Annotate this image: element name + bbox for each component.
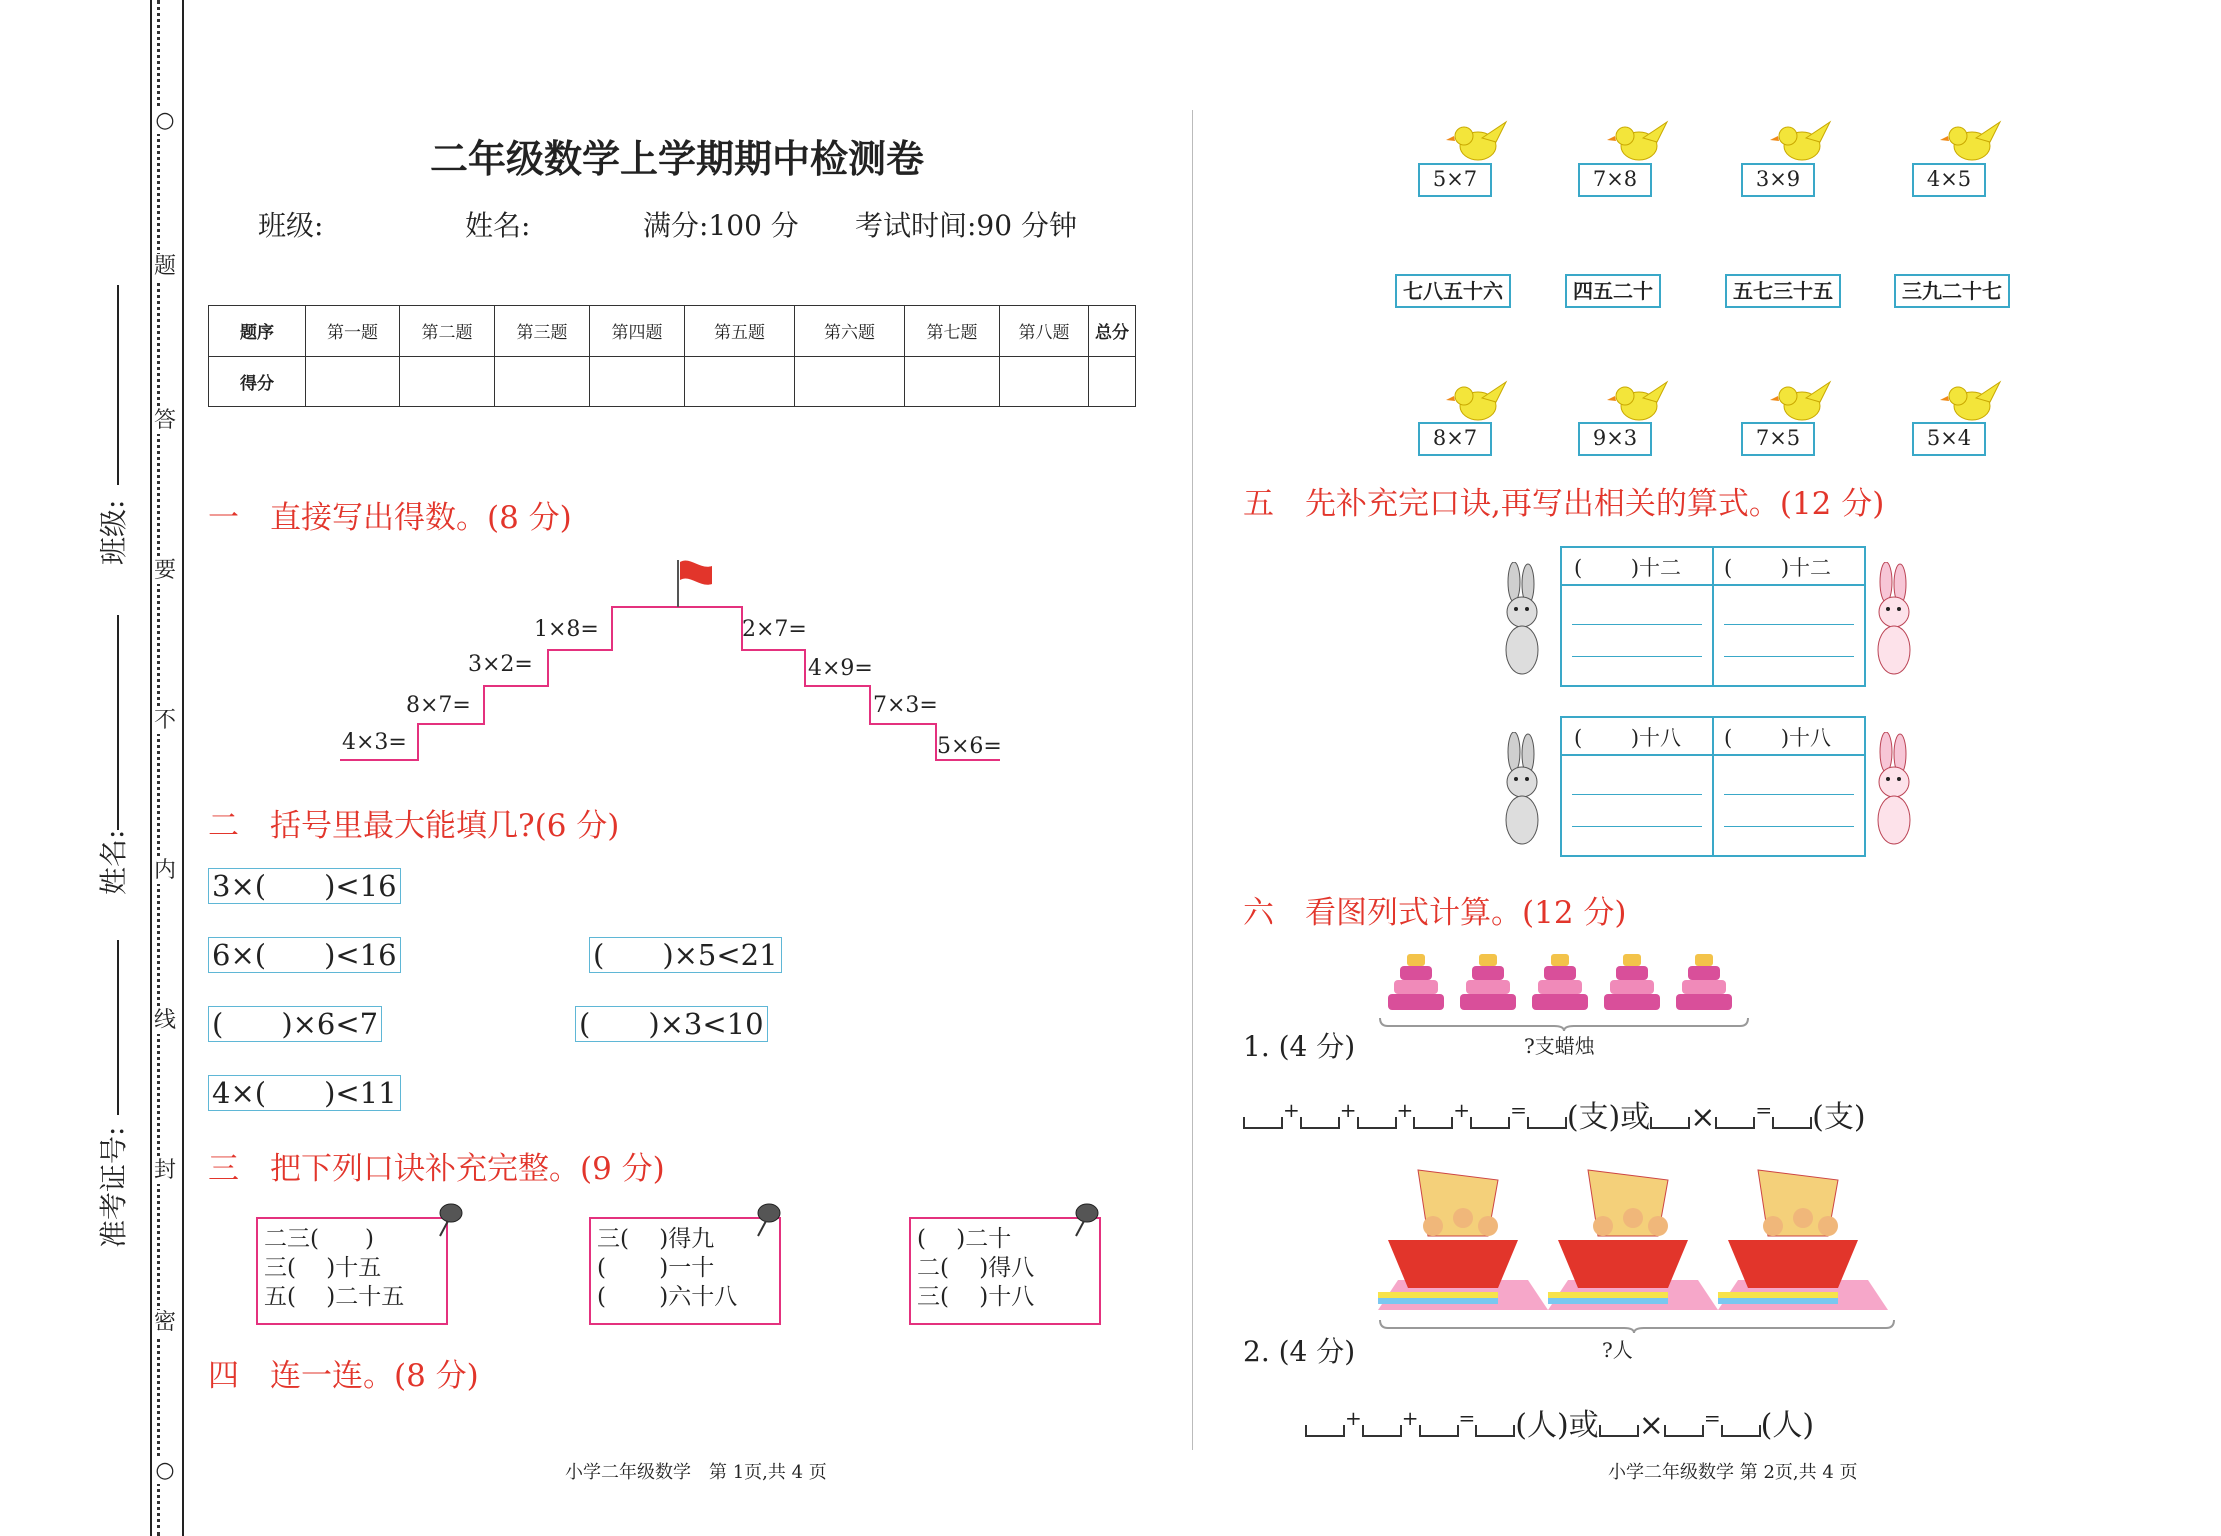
pushpin-icon (436, 1202, 466, 1238)
birthday-cakes-image (1380, 948, 1750, 1018)
section-2-heading (208, 800, 619, 845)
score-header-cell: 题序 (209, 306, 306, 357)
footer-page-2: 小学二年级数学 第 2页,共 4 页 (1608, 1462, 1858, 1483)
binding-char: 答 (154, 408, 177, 433)
answer-blank[interactable] (1300, 1117, 1340, 1129)
answer-blank[interactable] (1664, 1425, 1704, 1437)
boat-icon (1718, 1170, 1888, 1310)
exam-number-underline (117, 940, 119, 1115)
bird-icon (1768, 118, 1834, 168)
problem-2-formula: + + = (人)或 × = (人) (1305, 1400, 1814, 1444)
problem-2-label: 2. (4 分) (1243, 1335, 1356, 1368)
section-number: 五 (1243, 486, 1274, 522)
grid-mnemonic-cell[interactable]: ( )十八 (1724, 726, 1832, 750)
bracket-question[interactable]: ( )×6<7 (208, 1006, 382, 1042)
answer-blank[interactable] (1470, 1117, 1510, 1129)
unit-text: (人)或 (1515, 1408, 1599, 1443)
binding-char: 不 (154, 708, 177, 733)
score-header-cell: 第四题 (590, 306, 685, 357)
pushpin-icon (754, 1202, 784, 1238)
mnemonic-line[interactable]: ( )六十八 (597, 1284, 738, 1310)
answer-blank[interactable] (1243, 1117, 1283, 1129)
bird-icon (1605, 378, 1671, 428)
score-header-cell: 总分 (1089, 306, 1136, 357)
full-score: 满分:100 分 (643, 209, 799, 242)
problem-1-label: 1. (4 分) (1243, 1030, 1356, 1063)
stair-equation: 5×6= (937, 734, 1002, 759)
rabbit-icon (1864, 562, 1922, 682)
match-bottom-card[interactable]: 9×3 (1578, 422, 1652, 456)
binding-char: 要 (154, 558, 177, 583)
section-3-heading (208, 1143, 665, 1188)
section-6-heading (1243, 887, 1627, 932)
grid-mnemonic-cell[interactable]: ( )十二 (1724, 556, 1832, 580)
answer-blank[interactable] (1413, 1117, 1453, 1129)
binding-char: 封 (154, 1158, 177, 1183)
flag-icon (680, 560, 712, 584)
score-row-label: 得分 (209, 356, 306, 407)
bracket-question[interactable]: 3×( )<16 (208, 868, 401, 904)
boat-icon (1378, 1170, 1548, 1310)
exam-number-label-vertical: 准考证号: (97, 1126, 130, 1248)
grid-mnemonic-cell[interactable]: ( )十二 (1574, 556, 1682, 580)
binding-char: ○ (155, 1458, 175, 1483)
match-mnemonic-card[interactable]: 三九二十七 (1894, 274, 2010, 308)
section-title: 直接写出得数。(8 分) (270, 500, 572, 536)
answer-blank[interactable] (1721, 1425, 1761, 1437)
bracket-question[interactable]: ( )×3<10 (575, 1006, 768, 1042)
score-header-cell: 第七题 (905, 306, 1000, 357)
answer-blank[interactable] (1772, 1117, 1812, 1129)
bird-icon (1444, 118, 1510, 168)
match-top-card[interactable]: 7×8 (1578, 163, 1652, 197)
bird-icon (1768, 378, 1834, 428)
match-bottom-card[interactable]: 8×7 (1418, 422, 1492, 456)
match-top-card[interactable]: 3×9 (1741, 163, 1815, 197)
grid-divider (1562, 584, 1864, 586)
stair-equation: 3×2= (468, 652, 533, 677)
cake-icon (1676, 954, 1732, 1010)
bird-icon (1605, 118, 1671, 168)
binding-char: 密 (154, 1310, 177, 1335)
mnemonic-note-card (256, 1217, 448, 1325)
unit-text: (支) (1812, 1100, 1866, 1135)
answer-blank[interactable] (1715, 1117, 1755, 1129)
binding-char: 线 (154, 1008, 177, 1033)
score-header-cell: 第三题 (495, 306, 590, 357)
mnemonic-line[interactable]: ( )一十 (597, 1255, 715, 1281)
stair-equation: 4×9= (808, 656, 873, 681)
section-title: 括号里最大能填几?(6 分) (270, 808, 620, 844)
stair-equation: 7×3= (873, 693, 938, 718)
answer-blank[interactable] (1475, 1425, 1515, 1437)
bracket-question[interactable]: 4×( )<11 (208, 1075, 401, 1111)
cake-icon (1388, 954, 1444, 1010)
name-label: 姓名: (465, 209, 531, 242)
fill-grid (1560, 716, 1866, 857)
stair-equation: 2×7= (742, 617, 807, 642)
rabbit-icon (1494, 562, 1552, 682)
answer-line[interactable] (1572, 624, 1702, 625)
cake-icon (1532, 954, 1588, 1010)
match-bottom-card[interactable]: 7×5 (1741, 422, 1815, 456)
section-title: 连一连。(8 分) (270, 1358, 479, 1394)
footer-page-1: 小学二年级数学 第 1页,共 4 页 (565, 1462, 827, 1483)
match-top-card[interactable]: 5×7 (1418, 163, 1492, 197)
bird-icon (1938, 378, 2004, 428)
stair-equation: 1×8= (534, 617, 599, 642)
section-number: 一 (208, 500, 239, 536)
section-title: 看图列式计算。(12 分) (1305, 895, 1627, 931)
match-mnemonic-card[interactable]: 七八五十六 (1395, 274, 1511, 308)
section-title: 把下列口诀补充完整。(9 分) (270, 1151, 665, 1187)
mnemonic-note-card (589, 1217, 781, 1325)
unit-text: (支)或 (1566, 1100, 1651, 1135)
bird-icon (1938, 118, 2004, 168)
binding-char: 题 (154, 254, 177, 279)
answer-line[interactable] (1724, 826, 1854, 827)
mnemonic-line[interactable]: 二( )得八 (917, 1255, 1035, 1281)
answer-line[interactable] (1724, 624, 1854, 625)
problem-2-caption: ?人 (1602, 1338, 1633, 1362)
grid-mnemonic-cell[interactable]: ( )十八 (1574, 726, 1682, 750)
bracket-question[interactable]: ( )×5<21 (589, 937, 782, 973)
binding-char: ○ (155, 108, 175, 133)
answer-line[interactable] (1572, 794, 1702, 795)
unit-text: (人) (1760, 1408, 1815, 1443)
score-header-cell: 第一题 (306, 306, 400, 357)
stair-equation: 4×3= (342, 730, 407, 755)
rabbit-icon (1864, 732, 1922, 852)
answer-blank[interactable] (1305, 1425, 1345, 1437)
exam-time: 考试时间:90 分钟 (855, 209, 1077, 242)
match-mnemonic-card[interactable]: 五七三十五 (1725, 274, 1841, 308)
cake-icon (1604, 954, 1660, 1010)
bird-icon (1444, 378, 1510, 428)
answer-line[interactable] (1572, 656, 1702, 657)
answer-blank[interactable] (1650, 1117, 1690, 1129)
section-number: 六 (1243, 895, 1274, 931)
bracket-question[interactable]: 6×( )<16 (208, 937, 401, 973)
answer-blank[interactable] (1527, 1117, 1567, 1129)
problem-1-caption: ?支蜡烛 (1524, 1034, 1595, 1058)
binding-char: 内 (154, 858, 177, 883)
mnemonic-line[interactable]: 三( )十五 (264, 1255, 382, 1281)
score-header-cell: 第八题 (1000, 306, 1089, 357)
staircase-diagram (0, 0, 1100, 780)
fill-grid (1560, 546, 1866, 687)
mnemonic-line[interactable]: 三( )十八 (917, 1284, 1035, 1310)
rabbit-icon (1494, 732, 1552, 852)
section-4-heading (208, 1350, 479, 1395)
class-label-vertical: 班级: (97, 499, 130, 565)
cake-icon (1460, 954, 1516, 1010)
score-header-cell: 第五题 (685, 306, 795, 357)
section-number: 四 (208, 1358, 239, 1394)
section-5-heading (1243, 478, 1884, 523)
match-bottom-card[interactable]: 5×4 (1912, 422, 1986, 456)
section-title: 先补充完口诀,再写出相关的算式。(12 分) (1305, 486, 1885, 522)
match-top-card[interactable]: 4×5 (1912, 163, 1986, 197)
boats-image (1378, 1160, 1898, 1320)
section-number: 三 (208, 1151, 239, 1187)
mnemonic-line[interactable]: 五( )二十五 (264, 1284, 405, 1310)
page-title: 二年级数学上学期期中检测卷 (430, 136, 925, 181)
grid-divider (1712, 548, 1714, 685)
answer-line[interactable] (1572, 826, 1702, 827)
staircase-line (340, 607, 1000, 760)
mnemonic-line[interactable]: ( )二十 (917, 1226, 1012, 1252)
grid-divider (1562, 754, 1864, 756)
answer-blank[interactable] (1357, 1117, 1397, 1129)
class-label: 班级: (258, 209, 324, 242)
section-number: 二 (208, 808, 239, 844)
grid-divider (1712, 718, 1714, 855)
answer-blank[interactable] (1599, 1425, 1639, 1437)
page-divider (1192, 110, 1193, 1450)
mnemonic-line[interactable]: 三( )得九 (597, 1226, 715, 1252)
answer-blank[interactable] (1362, 1425, 1402, 1437)
score-header-cell: 第二题 (400, 306, 495, 357)
answer-line[interactable] (1724, 794, 1854, 795)
stair-equation: 8×7= (406, 693, 471, 718)
boat-icon (1548, 1170, 1718, 1310)
problem-1-formula: + + + + = (支)或 × = (支) (1243, 1092, 1866, 1136)
name-label-vertical: 姓名: (97, 829, 130, 895)
mnemonic-line[interactable]: 二三( ) (264, 1226, 374, 1252)
pushpin-icon (1072, 1202, 1102, 1238)
answer-line[interactable] (1724, 656, 1854, 657)
match-mnemonic-card[interactable]: 四五二十 (1565, 274, 1661, 308)
brace-icon (1378, 1318, 1898, 1334)
score-header-cell: 第六题 (795, 306, 905, 357)
answer-blank[interactable] (1419, 1425, 1459, 1437)
